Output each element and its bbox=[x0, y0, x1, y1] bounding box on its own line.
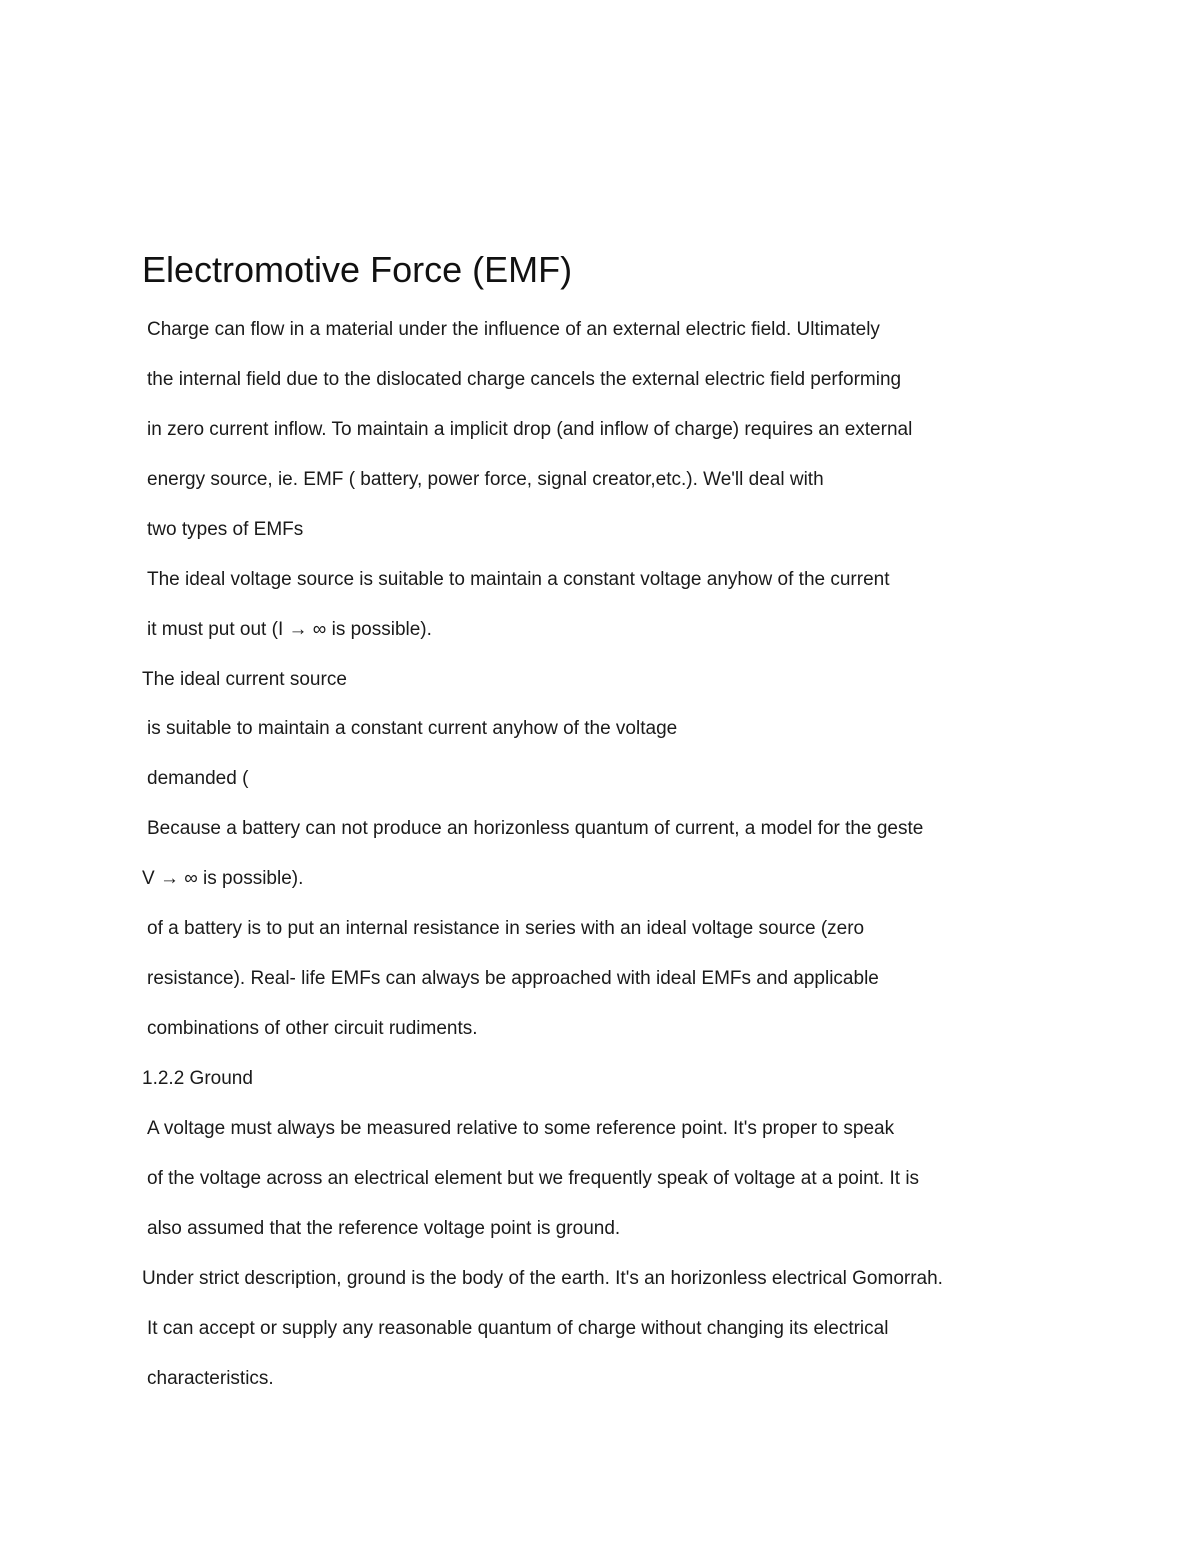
text-line: The ideal current source bbox=[142, 669, 347, 690]
text-line: Charge can flow in a material under the influence of an external electric field. Ultimately bbox=[147, 319, 880, 340]
text-line: combinations of other circuit rudiments. bbox=[147, 1018, 478, 1039]
text-line: Because a battery can not produce an horizonless quantum of current, a model for the geste bbox=[147, 818, 924, 839]
document-title: Electromotive Force (EMF) bbox=[142, 249, 573, 290]
text-line: demanded ( bbox=[147, 768, 249, 789]
text-line: of the voltage across an electrical element but we frequently speak of voltage at a point. It is bbox=[147, 1168, 920, 1189]
text-line: it must put out (I → ∞ is possible). bbox=[147, 619, 432, 640]
text-line: two types of EMFs bbox=[147, 519, 304, 540]
text-line: Under strict description, ground is the body of the earth. It's an horizonless electrical Gomorrah. bbox=[142, 1268, 943, 1289]
text-line: in zero current inflow. To maintain a implicit drop (and inflow of charge) requires an external bbox=[147, 419, 913, 440]
text-line: of a battery is to put an internal resistance in series with an ideal voltage source (zero bbox=[147, 918, 865, 939]
text-line: characteristics. bbox=[147, 1368, 274, 1389]
text-line: is suitable to maintain a constant current anyhow of the voltage bbox=[147, 718, 678, 739]
text-line: the internal field due to the dislocated charge cancels the external electric field performing bbox=[147, 369, 902, 390]
text-line: The ideal voltage source is suitable to maintain a constant voltage anyhow of the current bbox=[147, 569, 890, 590]
text-line: resistance). Real- life EMFs can always be approached with ideal EMFs and applicable bbox=[147, 968, 879, 989]
text-line: V → ∞ is possible). bbox=[142, 868, 304, 889]
text-line: energy source, ie. EMF ( battery, power force, signal creator,etc.). We'll deal with bbox=[147, 469, 824, 490]
text-line: It can accept or supply any reasonable quantum of charge without changing its electrical bbox=[147, 1318, 889, 1339]
text-line: also assumed that the reference voltage point is ground. bbox=[147, 1218, 621, 1239]
text-line: A voltage must always be measured relative to some reference point. It's proper to speak bbox=[147, 1118, 895, 1139]
section-heading: 1.2.2 Ground bbox=[142, 1068, 253, 1089]
